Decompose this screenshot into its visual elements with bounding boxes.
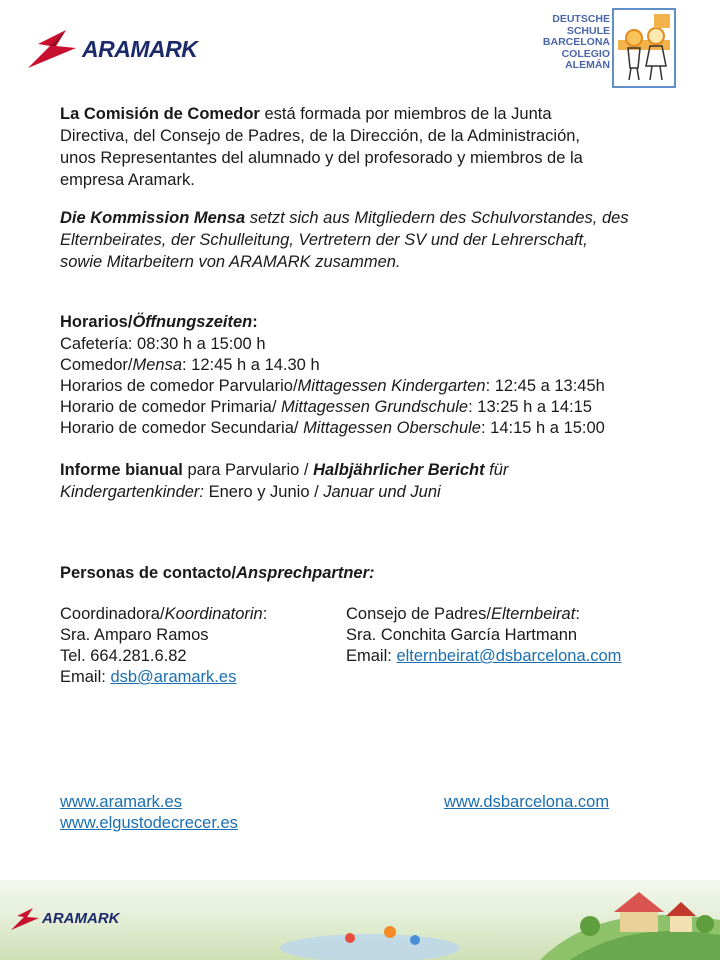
aramark-wordmark: ARAMARK: [82, 36, 198, 62]
intro-de-line-3: sowie Mitarbeitern von ARAMARK zusammen.: [60, 253, 401, 271]
intro-es-line-1: La Comisión de Comedor está formada por miembros de la Junta: [60, 105, 552, 123]
contact-left-name: Sra. Amparo Ramos: [60, 626, 209, 644]
contact-right-role: Consejo de Padres/Elternbeirat:: [346, 605, 580, 623]
aramark-logo: [26, 26, 198, 72]
school-logo: [540, 8, 680, 100]
footer-star-icon: [10, 906, 44, 932]
school-name: DEUTSCHE SCHULE BARCELONA COLEGIO ALEMÁN: [542, 13, 610, 71]
footer-banner: [0, 880, 720, 960]
link-dsbarcelona[interactable]: www.dsbarcelona.com: [444, 793, 610, 811]
link-elgustodecrecer[interactable]: www.elgustodecrecer.es: [60, 814, 238, 832]
hours-title: Horarios/Öffnungszeiten:: [60, 313, 258, 331]
hours-row: Horario de comedor Secundaria/ Mittagessen Oberschule: 14:15 h a 15:00: [60, 419, 605, 437]
contact-right-email: Email: elternbeirat@dsbarcelona.com: [346, 647, 622, 665]
hours-row: Cafetería: 08:30 h a 15:00 h: [60, 335, 266, 353]
school-illustration: [612, 8, 676, 88]
intro-de-line-2: Elternbeirates, der Schulleitung, Vertretern der SV und der Lehrerschaft,: [60, 231, 588, 249]
intro-es-line-3: unos Representantes del alumnado y del profesorado y miembros de la: [60, 149, 583, 167]
hours-row: Horarios de comedor Parvulario/Mittagessen Kindergarten: 12:45 a 13:45h: [60, 377, 605, 395]
aramark-star-icon: [26, 26, 86, 72]
link-aramark[interactable]: www.aramark.es: [60, 793, 182, 811]
footer-wordmark: ARAMARK: [42, 910, 120, 927]
intro-de-line-1: Die Kommission Mensa setzt sich aus Mitgliedern des Schulvorstandes, des: [60, 209, 629, 227]
contact-right-name: Sra. Conchita García Hartmann: [346, 626, 578, 644]
landscape-illustration-icon: [240, 880, 720, 960]
contacts-title: Personas de contacto/Ansprechpartner:: [60, 564, 375, 582]
email-link-aramark[interactable]: dsb@aramark.es: [110, 668, 237, 686]
hours-row: Comedor/Mensa: 12:45 h a 14.30 h: [60, 356, 320, 374]
contact-left-role: Coordinadora/Koordinatorin:: [60, 605, 268, 623]
children-drawing-icon: [614, 10, 674, 86]
intro-es-line-2: Directiva, del Consejo de Padres, de la Dirección, de la Administración,: [60, 127, 581, 145]
intro-es-line-4: empresa Aramark.: [60, 171, 195, 189]
report-line-2: Kindergartenkinder: Enero y Junio / Januar und Juni: [60, 483, 441, 501]
email-link-elternbeirat[interactable]: elternbeirat@dsbarcelona.com: [396, 647, 622, 665]
hours-row: Horario de comedor Primaria/ Mittagessen Grundschule: 13:25 h a 14:15: [60, 398, 592, 416]
contact-left-tel: Tel. 664.281.6.82: [60, 647, 187, 665]
report-line-1: Informe bianual para Parvulario / Halbjährlicher Bericht für: [60, 461, 509, 479]
contact-left-email: Email: dsb@aramark.es: [60, 668, 237, 686]
